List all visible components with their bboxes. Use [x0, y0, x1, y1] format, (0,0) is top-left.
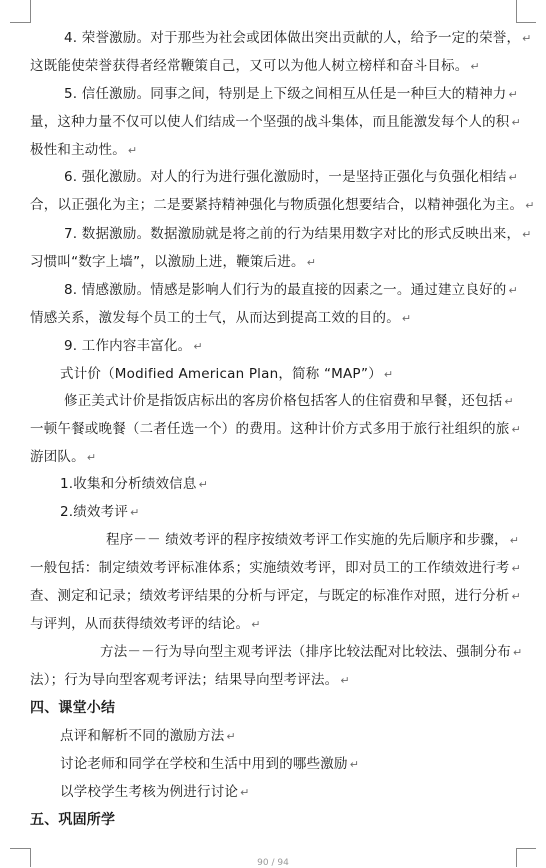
paragraph-line	[30, 52, 480, 81]
paragraph-line	[64, 80, 518, 109]
paragraph-text: 法）；行为导向型客观考评法；结果导向型考评法。	[30, 672, 339, 688]
paragraph-mark-icon: ↵	[349, 758, 360, 771]
paragraph-mark-icon: ↵	[251, 618, 261, 631]
paragraph-text: 查、测定和记录；绩效考评结果的分析与评定，与既定的标准作对照，进行分析	[30, 588, 510, 604]
section-heading	[30, 694, 115, 722]
paragraph-text: 8. 情感激励。情感是影响人们行为的最直接的因素之一。通过建立良好的	[64, 282, 507, 298]
crop-mark-top-left-v	[30, 0, 31, 22]
paragraph-text: 一顿午餐或晚餐（二者任选一个）的费用。这种计价方式多用于旅行社组织的旅	[30, 421, 510, 437]
paragraph-text: 2.绩效考评	[60, 504, 129, 520]
section-heading	[30, 806, 115, 834]
paragraph-text: 习惯叫“数字上墙”，以激励上进，鞭策后进。	[30, 254, 305, 270]
paragraph-mark-icon: ↵	[504, 395, 514, 408]
paragraph-line	[60, 470, 208, 499]
paragraph-text: 程序－－ 绩效考评的程序按绩效考评工作实施的先后顺序和步骤，	[106, 532, 508, 548]
paragraph-line	[60, 360, 393, 389]
paragraph-text: 讨论老师和同学在学校和生活中用到的哪些激励	[60, 756, 348, 772]
paragraph-mark-icon: ↵	[508, 88, 518, 101]
crop-mark-top-right-v	[516, 0, 517, 22]
paragraph-line	[60, 750, 359, 779]
paragraph-mark-icon: ↵	[525, 199, 535, 212]
paragraph-text: 1.收集和分析绩效信息	[60, 476, 197, 492]
paragraph-text: 修正美式计价是指饭店标出的客房价格包括客人的住宿费和早餐，还包括	[64, 393, 503, 409]
paragraph-text: 以学校学生考核为例进行讨论	[60, 784, 239, 800]
paragraph-mark-icon: ↵	[127, 144, 138, 157]
paragraph-text: 游团队。	[30, 449, 85, 465]
paragraph-line	[30, 304, 411, 333]
paragraph-mark-icon: ↵	[508, 284, 518, 297]
paragraph-mark-icon: ↵	[509, 534, 520, 547]
paragraph-text: 合，以正强化为主；二是要紧持精神强化与物质强化想要结合，以精神强化为主。	[30, 197, 524, 213]
paragraph-mark-icon: ↵	[240, 786, 250, 799]
paragraph-text: 7. 数据激励。数据激励就是将之前的行为结果用数字对比的形式反映出来，	[64, 226, 521, 242]
paragraph-text: 5. 信任激励。同事之间，特别是上下级之间相互从任是一种巨大的精神力	[64, 86, 507, 102]
paragraph-line	[100, 638, 522, 667]
crop-mark-top-right-h	[516, 22, 536, 23]
paragraph-mark-icon: ↵	[383, 368, 394, 381]
paragraph-line	[30, 415, 521, 444]
paragraph-mark-icon: ↵	[226, 730, 236, 743]
paragraph-mark-icon: ↵	[511, 423, 521, 436]
paragraph-text: 与评判，从而获得绩效考评的结论。	[30, 616, 250, 632]
paragraph-line	[64, 332, 203, 361]
paragraph-mark-icon: ↵	[130, 506, 140, 519]
paragraph-line	[30, 248, 316, 277]
paragraph-line	[64, 220, 532, 249]
paragraph-text: 情感关系，激发每个员工的士气，从而达到提高工效的目的。	[30, 310, 400, 326]
page-number: 90 / 94	[257, 858, 289, 868]
paragraph-line	[60, 778, 250, 807]
paragraph-line	[30, 666, 350, 695]
paragraph-mark-icon: ↵	[511, 116, 521, 129]
paragraph-text: 式计价（Modified American Plan，简称 “MAP”）	[60, 366, 382, 382]
crop-mark-bottom-left-h	[10, 848, 31, 849]
paragraph-text: 一般包括：制定绩效考评标准体系；实施绩效考评，即对员工的工作绩效进行考	[30, 560, 510, 576]
paragraph-mark-icon: ↵	[340, 674, 350, 687]
paragraph-mark-icon: ↵	[508, 171, 518, 184]
paragraph-mark-icon: ↵	[511, 562, 521, 575]
paragraph-line	[60, 722, 236, 751]
paragraph-line	[30, 136, 137, 165]
paragraph-line	[64, 276, 518, 305]
crop-mark-top-left-h	[10, 22, 31, 23]
paragraph-mark-icon: ↵	[522, 32, 532, 45]
paragraph-text: 9. 工作内容丰富化。	[64, 338, 192, 354]
paragraph-mark-icon: ↵	[511, 590, 521, 603]
paragraph-mark-icon: ↵	[522, 228, 532, 241]
paragraph-line	[30, 610, 261, 639]
paragraph-mark-icon: ↵	[306, 256, 317, 269]
paragraph-text: 点评和解析不同的激励方法	[60, 728, 225, 744]
paragraph-line	[60, 498, 140, 527]
paragraph-line	[64, 163, 518, 192]
paragraph-text: 四、课堂小结	[30, 700, 116, 716]
paragraph-line	[30, 191, 535, 220]
paragraph-text: 量，这种力量不仅可以使人们结成一个坚强的战斗集体，而且能激发每个人的积	[30, 114, 510, 130]
paragraph-line	[30, 582, 521, 611]
paragraph-mark-icon: ↵	[86, 451, 97, 464]
paragraph-line	[106, 526, 519, 555]
paragraph-text: 方法－－行为导向型主观考评法（排序比较法配对比较法、强制分布	[100, 644, 511, 660]
paragraph-line	[30, 108, 521, 137]
paragraph-mark-icon: ↵	[401, 312, 412, 325]
paragraph-text: 这既能使荣誉获得者经常鞭策自己，又可以为他人树立榜样和奋斗目标。	[30, 58, 469, 74]
paragraph-mark-icon: ↵	[513, 646, 523, 659]
paragraph-mark-icon: ↵	[193, 340, 203, 353]
paragraph-line	[30, 554, 521, 583]
paragraph-mark-icon: ↵	[198, 478, 209, 491]
paragraph-line	[64, 387, 514, 416]
paragraph-line	[64, 24, 532, 53]
paragraph-text: 6. 强化激励。对人的行为进行强化激励时，一是坚持正强化与负强化相结	[64, 169, 507, 185]
paragraph-text: 4. 荣誉激励。对于那些为社会或团体做出突出贡献的人，给予一定的荣誉，	[64, 30, 521, 46]
paragraph-line	[30, 443, 96, 472]
paragraph-text: 五、巩固所学	[30, 812, 116, 828]
crop-mark-bottom-right-h	[516, 848, 536, 849]
paragraph-mark-icon: ↵	[470, 60, 480, 73]
paragraph-text: 极性和主动性。	[30, 142, 126, 158]
